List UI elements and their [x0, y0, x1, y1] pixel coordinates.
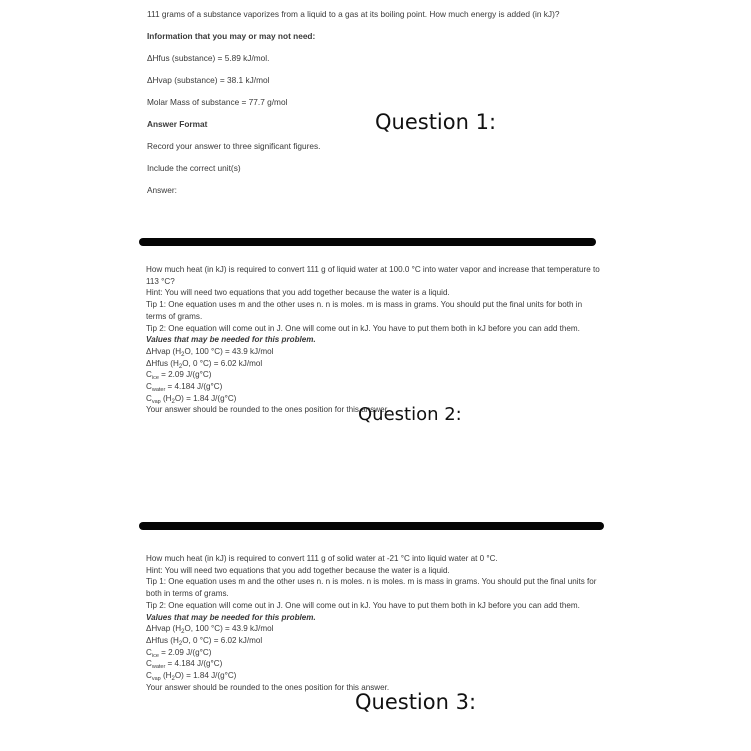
question-1-block [147, 8, 597, 196]
divider-2 [139, 522, 604, 530]
question-1-stem: 111 grams of a substance vaporizes from a liquid to a gas at its boiling point. How much energy is added (in kJ)? [147, 9, 560, 19]
answer-format-heading: Answer Format [147, 119, 208, 129]
divider-1 [139, 238, 596, 246]
question-2-rounding: Your answer should be rounded to the ones position for this answer. [146, 405, 390, 415]
question-3-c-ice: $C_{ice} = 2.09$ J/(g°C) [146, 647, 212, 659]
question-2-tip-1: Tip 1: One equation uses m and the other uses n. n is moles. m is mass in grams. You should put the final units for both in terms of grams. [146, 300, 583, 321]
question-2-hfus: ΔHfus ($H_2O$, 0 °C) = 6.02 kJ/mol [146, 358, 263, 370]
question-3-values-heading: Values that may be needed for this problem. [146, 612, 316, 622]
question-3-hfus: ΔHfus ($H_2O$, 0 °C) = 6.02 kJ/mol [146, 635, 263, 647]
answer-label: Answer: [147, 185, 177, 195]
question-2-c-ice: $C_{ice} = 2.09$ J/(g°C) [146, 370, 212, 382]
question-2-block [146, 264, 604, 416]
question-2-label: Question 2: [358, 404, 462, 425]
question-2-hvap: ΔHvap ($H_2O$, 100 °C) = 43.9 kJ/mol [146, 346, 274, 358]
question-3-stem: How much heat (in kJ) is required to convert 111 g of solid water at -21 °C into liquid water at 0 °C. [146, 554, 498, 563]
question-3-tip-1: Tip 1: One equation uses m and the other uses n. n is moles. n is moles. m is mass in grams. You should put the final units for both in terms of grams. [146, 577, 597, 599]
question-3-tip-2: Tip 2: One equation will come out in J. One will come out in kJ. You have to put them both in kJ before you can add them. [146, 600, 580, 610]
question-3-c-water: $C_{water} = 4.184$ J/(g°C) [146, 659, 223, 671]
question-2-stem: How much heat (in kJ) is required to convert 111 g of liquid water at 100.0 °C into water vapor and increase that temperature to 113 °C? [146, 265, 600, 286]
question-2-values-heading: Values that may be needed for this problem. [146, 335, 316, 345]
format-sig-figs: Record your answer to three significant figures. [147, 141, 321, 151]
question-3-hvap: ΔHvap ($H_2O$, 100 °C) = 43.9 kJ/mol [146, 624, 274, 636]
question-2-c-water: $C_{water} = 4.184$ J/(g°C) [146, 382, 223, 394]
hfus-substance: ΔHfus (substance) = 5.89 kJ/mol. [147, 53, 270, 63]
question-3-hint: Hint: You will need two equations that you add together because the water is a liquid. [146, 565, 450, 575]
info-heading: Information that you may or may not need: [147, 31, 316, 41]
molar-mass: Molar Mass of substance = 77.7 g/mol [147, 97, 288, 107]
question-1-label: Question 1: [375, 110, 497, 134]
question-3-label: Question 3: [355, 690, 477, 714]
question-2-tip-2: Tip 2: One equation will come out in J. One will come out in kJ. You have to put them both in kJ before you can add them. [146, 323, 580, 333]
format-units: Include the correct unit(s) [147, 163, 241, 173]
question-2-c-vap: $C_{vap}$ $(H_2O) = 1.84$ J/(g°C) [146, 393, 237, 405]
question-3-block [146, 553, 604, 693]
hvap-substance: ΔHvap (substance) = 38.1 kJ/mol [147, 75, 270, 85]
question-3-rounding: Your answer should be rounded to the ones position for this answer. [146, 682, 390, 692]
question-2-hint: Hint: You will need two equations that you add together because the water is a liquid. [146, 288, 450, 298]
question-3-c-vap: $C_{vap}$ $(H_2O) = 1.84$ J/(g°C) [146, 671, 237, 683]
